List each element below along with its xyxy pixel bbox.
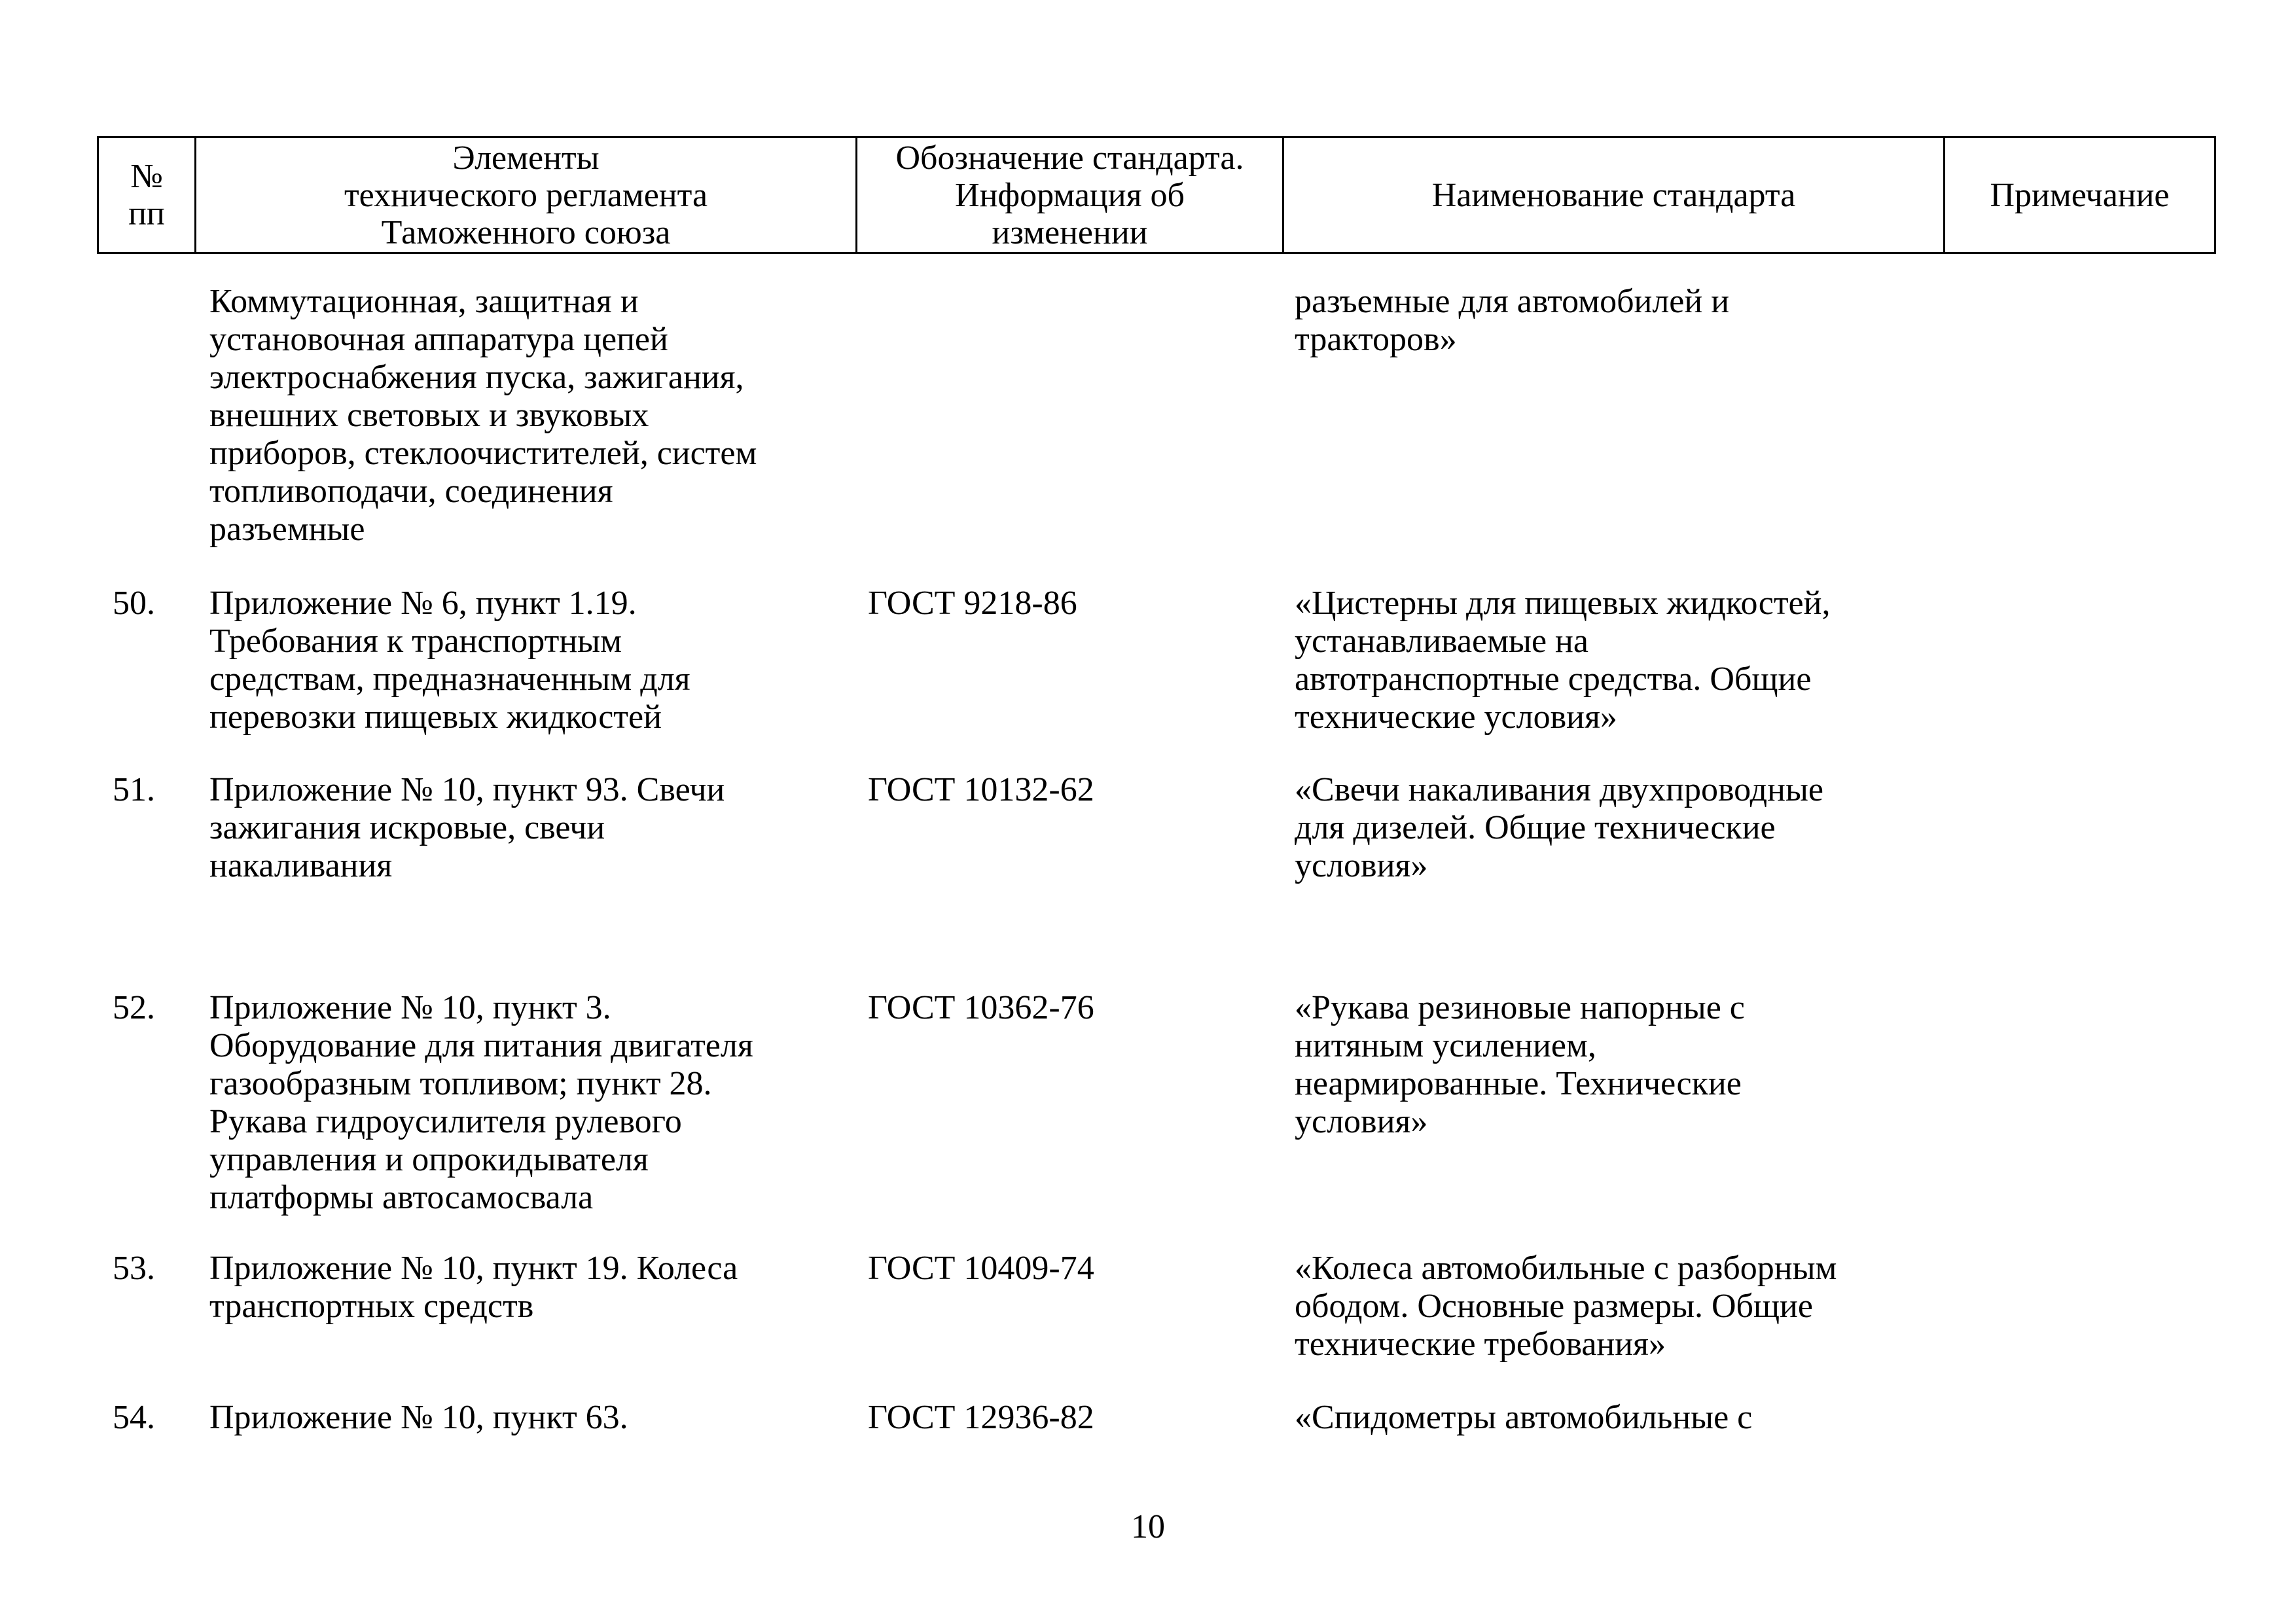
row-number: 51. <box>113 771 155 808</box>
row-number: 53. <box>113 1250 155 1287</box>
header-cell-designation <box>857 138 1284 252</box>
row-standard-name: «Рукава резиновые напорные с нитяным усилением, неармированные. Технические условия» <box>1295 989 1745 1140</box>
header-elements-label: Элементы технического регламента Таможенного союза <box>344 139 708 251</box>
header-cell-number <box>99 138 196 252</box>
row-number: 52. <box>113 989 155 1026</box>
row-designation: ГОСТ 10132-62 <box>868 771 1094 808</box>
row-elements: Приложение № 10, пункт 93. Свечи зажигания искровые, свечи накаливания <box>209 771 725 884</box>
row-designation: ГОСТ 9218-86 <box>868 585 1077 622</box>
row-designation: ГОСТ 10362-76 <box>868 989 1094 1026</box>
row-elements: Приложение № 10, пункт 63. <box>209 1399 628 1436</box>
row-standard-name: «Цистерны для пищевых жидкостей, устанавливаемые на автотранспортные средства. Общие технические условия» <box>1295 585 1831 736</box>
row-standard-name: «Спидометры автомобильные с <box>1295 1399 1753 1436</box>
header-cell-elements <box>196 138 857 252</box>
header-number-label: № пп <box>128 158 165 232</box>
row-elements: Коммутационная, защитная и установочная аппаратура цепей электроснабжения пуска, зажигания, внешних световых и звуковых приборов, стеклоочистителей, систем топливоподачи, соединения разъемные <box>209 283 757 548</box>
row-standard-name: «Колеса автомобильные с разборным ободом. Основные размеры. Общие технические требования» <box>1295 1250 1837 1363</box>
row-elements: Приложение № 6, пункт 1.19. Требования к транспортным средствам, предназначенным для перевозки пищевых жидкостей <box>209 585 691 736</box>
header-note-label: Примечание <box>1990 176 2170 214</box>
row-elements: Приложение № 10, пункт 3. Оборудование для питания двигателя газообразным топливом; пункт 28. Рукава гидроусилителя рулевого управления и опрокидывателя платформы автосамосвала <box>209 989 753 1216</box>
header-cell-note <box>1945 138 2214 252</box>
header-cell-standard-name <box>1284 138 1945 252</box>
row-number: 54. <box>113 1399 155 1436</box>
table-header <box>97 136 2216 254</box>
header-designation-label: Обозначение стандарта. Информация об изменении <box>895 139 1244 251</box>
row-number: 50. <box>113 585 155 622</box>
row-designation: ГОСТ 12936-82 <box>868 1399 1094 1436</box>
row-designation: ГОСТ 10409-74 <box>868 1250 1094 1287</box>
row-standard-name: разъемные для автомобилей и тракторов» <box>1295 283 1730 358</box>
page-number: 10 <box>1131 1508 1165 1545</box>
row-elements: Приложение № 10, пункт 19. Колеса транспортных средств <box>209 1250 738 1325</box>
row-standard-name: «Свечи накаливания двухпроводные для дизелей. Общие технические условия» <box>1295 771 1823 884</box>
header-standard-name-label: Наименование стандарта <box>1431 176 1796 214</box>
